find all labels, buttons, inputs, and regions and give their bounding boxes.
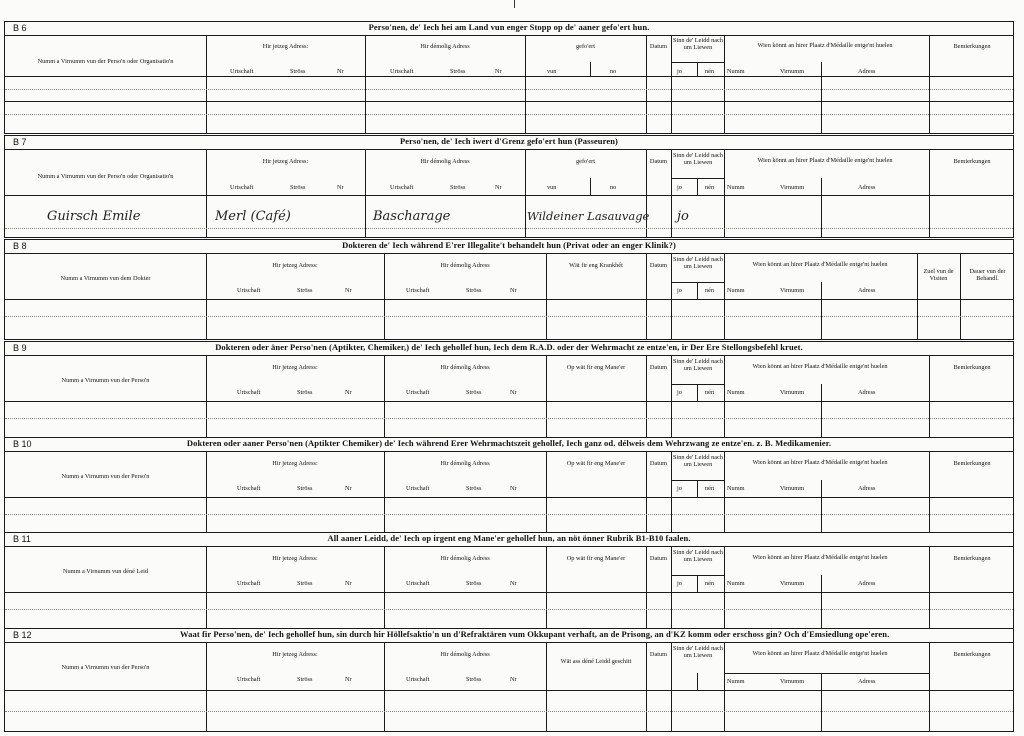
section-title-bar (5, 629, 1013, 643)
page-center-mark (514, 0, 515, 8)
section-b8: B 8 Dokteren de' Iech während E'rer Illegalite't behandelt hun (Privat oder an enger Klinik?) Numm a Virnumm vun dem Dokter Hir jetzeg Adress: Urtschaft Ströss Nr Hir démolig Adress Urtschaft Ströss Nr Wät fir eng Krankhét Datum Sinn de' Leidd nach um Liewen jo nén Wien könnt an hirer Plaatz d'Médaille entge'nt huelen Numm Virnumm Adress Zuel vun de Visiten Dauer vun der Behandl. (4, 239, 1014, 340)
section-title-bar (5, 22, 1013, 36)
section-code: B 7 (13, 137, 27, 147)
section-code: B 6 (13, 23, 27, 33)
section-title: Dokteren de' Iech während E'rer Illegalite't behandelt hun (Privat oder an enger Klinik?) (342, 240, 676, 250)
name-header: Numm a Virnumm vun der Perso'n (61, 473, 150, 480)
name-header: Numm a Virnumm vun der Perso'n oder Organisatio'n (37, 58, 174, 65)
name-header: Numm a Virnumm vun der Perso'n (61, 664, 150, 671)
name-header: Numm a Virnumm vun dem Dokter (60, 275, 151, 282)
section-b12: B 12 Waat fir Perso'nen, de' Iech gehollef hun, sin durch hir Höllefsaktio'n un d'Refraktären vum Okkupant verhaft, an de Prisong, an d'KZ komm oder erschoss gin? Och d'Emsiedlung ope'eren. Numm a Virnumm vun der Perso'n Hir jetzeg Adress: Urtschaft Ströss Nr Hir démolig Adress Urtschaft Ströss Nr Wät ass déné Leidd geschitt Datum Sinn de' Leidd nach um Liewen Wien könnt an hirer Plaatz d'Médaille entge'nt huelen Numm Virnumm Adress Bemierkungen (4, 628, 1014, 732)
section-code: B 12 (13, 630, 32, 640)
name-header: Numm a Virnumm vun der Perso'n oder Organisatio'n (37, 173, 174, 180)
section-code: B 11 (13, 534, 31, 544)
name-header: Numm a Virnumm vun déné Leid (62, 568, 149, 575)
handwritten-town: Merl (Café) (215, 209, 291, 224)
handwritten-alive: jo (677, 209, 689, 224)
section-title: All aaner Leidd, de' Iech op irgent eng Mane'er gehollef hun, an nöt önner Rubrik B1-B10 faalen. (327, 533, 691, 543)
section-code: B 8 (13, 241, 27, 251)
section-title: Waat fir Perso'nen, de' Iech gehollef hun, sin durch hir Höllefsaktio'n un d'Refraktären vum Okkupant verhaft, an de Prisong, an d'KZ komm oder erschoss gin? Och d'Emsiedlung ope'eren. (180, 629, 890, 639)
section-title-bar (5, 136, 1013, 150)
section-title: Dokteren oder aaner Perso'nen (Aptikter Chemiker) de' Iech während Erer Wehrmachtszeit gehollef, Iech ganz od. délweis dem Wehrzwang ze entze'en. z. B. Medikamenier. (186, 438, 832, 448)
section-b6: B 6 Perso'nen, de' Iech hei am Land vun enger Stopp op de' aaner gefo'ert hun. Numm a Virnumm vun der Perso'n oder Organisatio'n Hir jetzeg Adress: Urtschaft Ströss Nr Hir démolig Adress Urtschaft Ströss Nr gefo'ert vun no Datum Sinn de' Leidd nach um Liewen jo nén Wien könnt an hirer Plaatz d'Médaille entge'nt huelen Numm Virnumm Adress Bemierkungen (4, 21, 1014, 134)
section-code: B 9 (13, 343, 27, 353)
section-b11: B 11 All aaner Leidd, de' Iech op irgent eng Mane'er gehollef hun, an nöt önner Rubrik B1-B10 faalen. Numm a Virnumm vun déné Leid Hir jetzeg Adress: Urtschaft Ströss Nr Hir démolig Adress Urtschaft Ströss Nr Op wät fir eng Mane'er Datum Sinn de' Leidd nach um Liewen jo nén Wien könnt an hirer Plaatz d'Médaille entge'nt huelen Numm Virnumm Adress Bemierkungen (4, 532, 1014, 629)
section-code: B 10 (13, 439, 32, 449)
section-title-bar (5, 533, 1013, 547)
section-b9: B 9 Dokteren oder äner Perso'nen (Aptikter, Chemiker,) de' Iech gehollef hun, Iech dem R.A.D. oder der Wehrmacht ze entze'en, ir Der Ere Stellongsbefehl kruet. Numm a Virnumm vun der Perso'n Hir jetzeg Adress: Urtschaft Ströss Nr Hir démolig Adress Urtschaft Ströss Nr Op wät fir eng Mane'er Datum Sinn de' Leidd nach um Liewen jo nén Wien könnt an hirer Plaatz d'Médaille entge'nt huelen Numm Virnumm Adress Bemierkungen (4, 341, 1014, 438)
section-b7: B 7 Perso'nen, de' Iech iwert d'Grenz gefo'ert hun (Passeuren) Numm a Virnumm vun der Perso'n oder Organisatio'n Hir jetzeg Adress: Urtschaft Ströss Nr Hir démolig Adress Urtschaft Ströss Nr gefo'ert vun no Datum Sinn de' Leidd nach um Liewen jo nén Wien könnt an hirer Plaatz d'Médaille entge'nt huelen Numm Virnumm Adress Bemierkungen Guirsch Emile Merl (Café) Bascharage Wildeiner Lasauvage jo (4, 135, 1014, 238)
section-b10: B 10 Dokteren oder aaner Perso'nen (Aptikter Chemiker) de' Iech während Erer Wehrmachtszeit gehollef, Iech ganz od. délweis dem Wehrzwang ze entze'en. z. B. Medikamenier. Numm a Virnumm vun der Perso'n Hir jetzeg Adress: Urtschaft Ströss Nr Hir démolig Adress Urtschaft Ströss Nr Op wät fir eng Mane'er Datum Sinn de' Leidd nach um Liewen jo nén Wien könnt an hirer Plaatz d'Médaille entge'nt huelen Numm Virnumm Adress Bemierkungen (4, 437, 1014, 533)
section-title-bar (5, 342, 1013, 356)
section-title-bar (5, 438, 1013, 452)
handwritten-name: Guirsch Emile (47, 209, 141, 224)
section-title: Dokteren oder äner Perso'nen (Aptikter, Chemiker,) de' Iech gehollef hun, Iech dem R.A.D. oder der Wehrmacht ze entze'en, ir Der Ere Stellongsbefehl kruet. (215, 342, 803, 352)
handwritten-from: Bascharage (373, 209, 451, 224)
handwritten-to: Wildeiner Lasauvage (527, 209, 650, 223)
name-header: Numm a Virnumm vun der Perso'n (61, 377, 150, 384)
section-title: Perso'nen, de' Iech hei am Land vun enger Stopp op de' aaner gefo'ert hun. (368, 22, 650, 32)
section-title-bar (5, 240, 1013, 254)
section-title: Perso'nen, de' Iech iwert d'Grenz gefo'ert hun (Passeuren) (400, 136, 618, 146)
